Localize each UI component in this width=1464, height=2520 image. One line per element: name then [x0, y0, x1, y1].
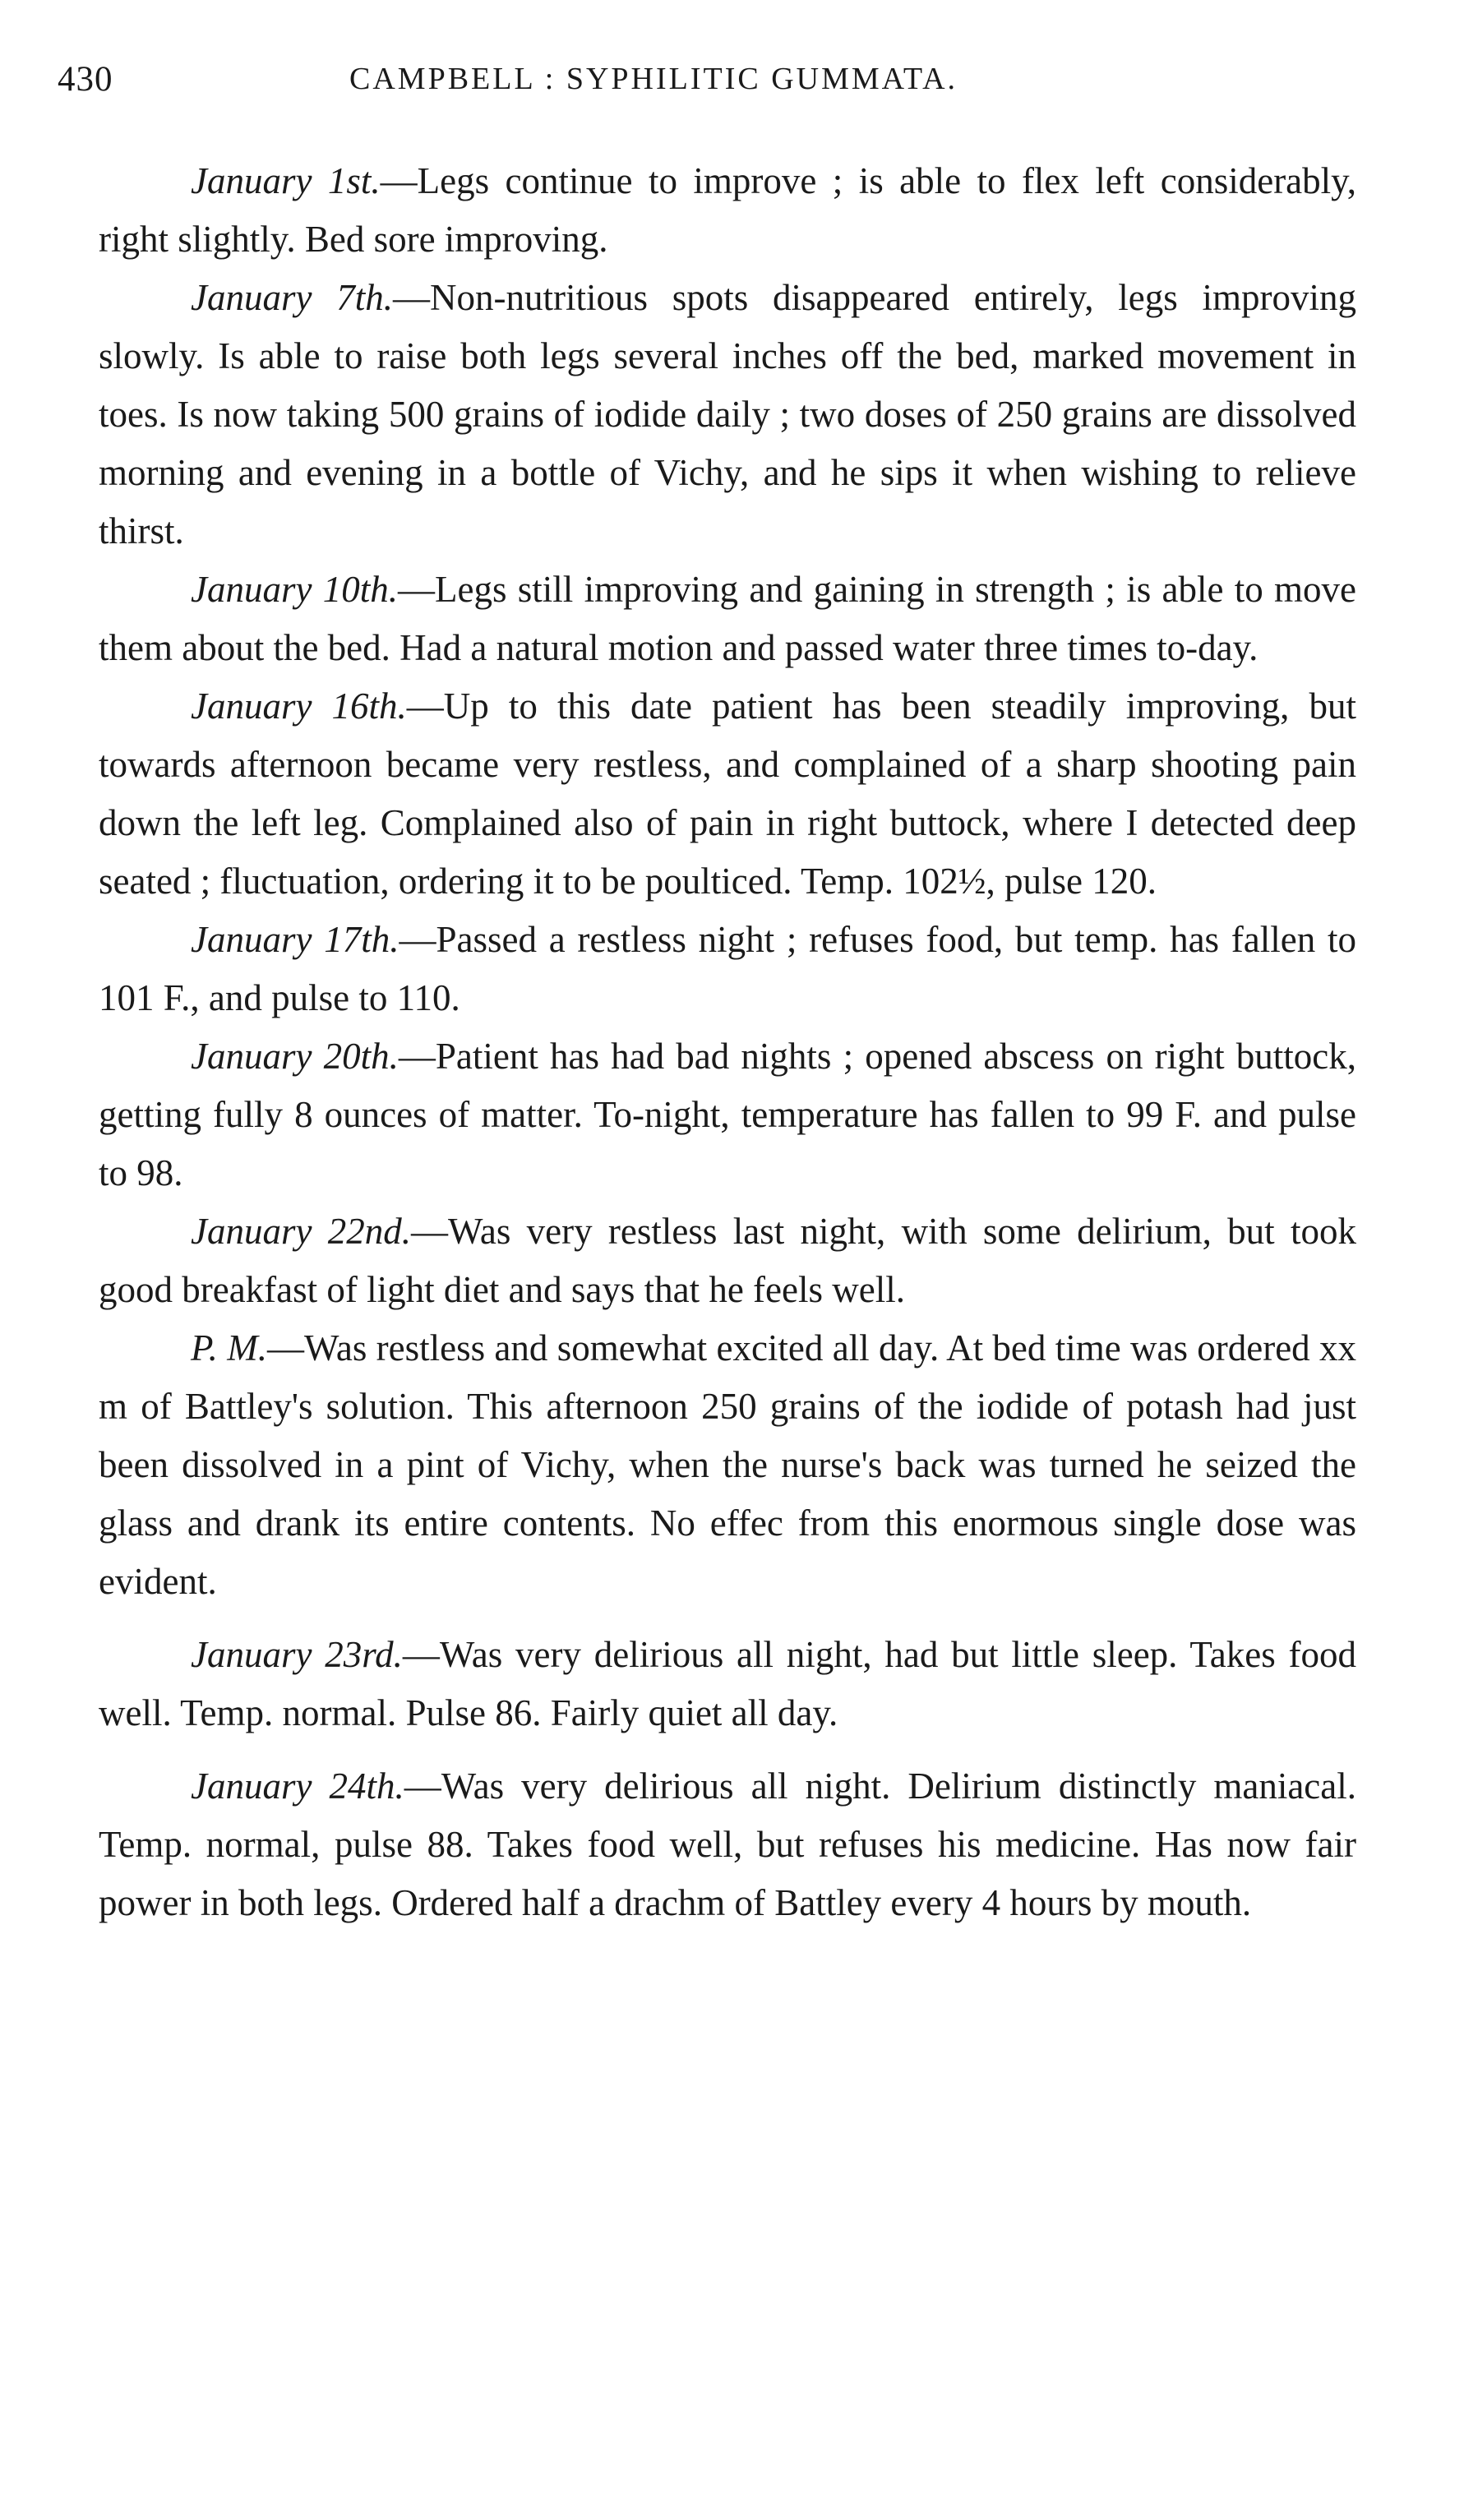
- entry-date: January 22nd.: [191, 1211, 412, 1252]
- entry-january-22: [99, 1202, 1356, 1319]
- entry-text: —Was restless and somewhat excited all day. At bed time was ordered xx m of Battley's solution. This afternoon 250 grains of the iodide of potash had just been dissolved in a pint of Vichy, when the nurse's back was turned he seized the glass and drank its entire contents. No effec from this enormous single dose was evident.: [99, 1327, 1356, 1602]
- entry-text: —Legs still improving and gaining in strength ; is able to move them about the bed. Had a natural motion and passed water three times to-day.: [99, 569, 1356, 668]
- entry-january-16: [99, 677, 1356, 911]
- entry-text: —Patient has had bad nights ; opened abscess on right buttock, getting fully 8 ounces of matter. To-night, temperature has fallen to 99 F. and pulse to 98.: [99, 1036, 1356, 1193]
- entry-text: —Was very restless last night, with some delirium, but took good breakfast of light diet and says that he feels well.: [99, 1211, 1356, 1310]
- entry-date: January 10th.: [191, 569, 398, 610]
- entry-january-17: [99, 911, 1356, 1027]
- entry-date: January 24th.: [191, 1765, 404, 1807]
- entry-january-1: [99, 152, 1356, 269]
- page-header: [58, 59, 1373, 108]
- entry-text: —Was very delirious all night. Delirium distinctly maniacal. Temp. normal, pulse 88. Takes food well, but refuses his medicine. Has now fair power in both legs. Ordered half a drachm of Battley every 4 hours by mouth.: [99, 1765, 1356, 1923]
- entry-january-23: [99, 1626, 1356, 1742]
- running-head: CAMPBELL : SYPHILITIC GUMMATA.: [349, 62, 958, 96]
- entry-text: —Passed a restless night ; refuses food, but temp. has fallen to 101 F., and pulse to 110.: [99, 919, 1356, 1018]
- entry-date: January 17th.: [191, 919, 399, 960]
- entry-january-20: [99, 1027, 1356, 1202]
- case-notes: [99, 152, 1356, 1932]
- entry-january-7: [99, 269, 1356, 561]
- entry-date: January 1st.: [191, 160, 381, 201]
- entry-text: —Up to this date patient has been steadily improving, but towards afternoon became very restless, and complained of a sharp shooting pain down the left leg. Complained also of pain in right buttock, where I detected deep seated ; fluctuation, ordering it to be poulticed. Temp. 102½, pulse 120.: [99, 685, 1357, 902]
- entry-text: —Legs continue to improve ; is able to flex left considerably, right slightly. Bed sore improving.: [99, 160, 1356, 260]
- entry-date: January 23rd.: [191, 1634, 403, 1675]
- entry-date: P. M.: [191, 1327, 267, 1368]
- entry-january-22-pm: [99, 1319, 1356, 1611]
- entry-january-24: [99, 1757, 1356, 1932]
- entry-date: January 20th.: [191, 1036, 399, 1077]
- entry-text: —Was very delirious all night, had but little sleep. Takes food well. Temp. normal. Pulse 86. Fairly quiet all day.: [99, 1634, 1356, 1733]
- entry-text: —Non-nutritious spots disappeared entirely, legs improving slowly. Is able to raise both legs several inches off the bed, marked movement in toes. Is now taking 500 grains of iodide daily ; two doses of 250 grains are dissolved morning and evening in a bottle of Vichy, and he sips it when wishing to relieve thirst.: [99, 277, 1356, 552]
- entry-january-10: [99, 561, 1356, 677]
- entry-date: January 7th.: [191, 277, 393, 318]
- page-number: 430: [58, 60, 113, 99]
- entry-date: January 16th.: [191, 685, 407, 727]
